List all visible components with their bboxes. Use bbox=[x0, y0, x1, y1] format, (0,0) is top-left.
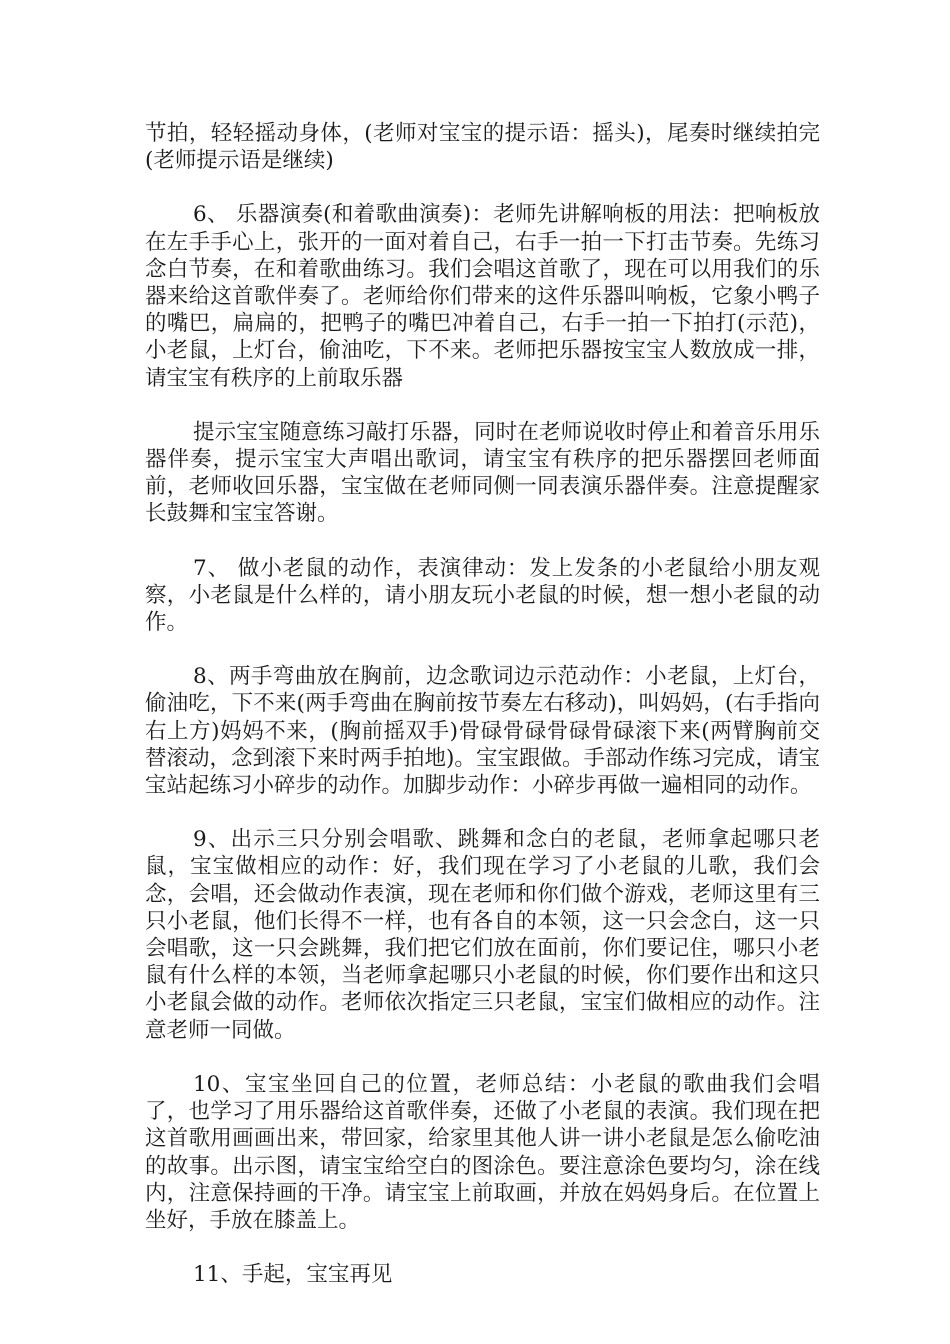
paragraph-step-10: 10、宝宝坐回自己的位置，老师总结：小老鼠的歌曲我们会唱了，也学习了用乐器给这首歌伴奏，还做了小老鼠的表演。我们现在把这首歌用画画出来，带回家，给家里其他人讲一讲小老鼠是怎么偷吃油的故事。出示图，请宝宝给空白的图涂色。要注意涂色要均匀，涂在线内，注意保持画的干净。请宝宝上前取画，并放在妈妈身后。在位置上坐好，手放在膝盖上。 bbox=[145, 1071, 820, 1233]
paragraph-step-9: 9、出示三只分别会唱歌、跳舞和念白的老鼠，老师拿起哪只老鼠，宝宝做相应的动作：好，我们现在学习了小老鼠的儿歌，我们会念，会唱，还会做动作表演，现在老师和你们做个游戏，老师这里有三只小老鼠，他们长得不一样，也有各自的本领，这一只会念白，这一只会唱歌，这一只会跳舞，我们把它们放在面前，你们要记住，哪只小老鼠有什么样的本领，当老师拿起哪只小老鼠的时候，你们要作出和这只小老鼠会做的动作。老师依次指定三只老鼠，宝宝们做相应的动作。注意老师一同做。 bbox=[145, 827, 820, 1043]
paragraph-step-6: 6、 乐器演奏(和着歌曲演奏)：老师先讲解响板的用法：把响板放在左手手心上，张开的一面对着自己，右手一拍一下打击节奏。先练习念白节奏，在和着歌曲练习。我们会唱这首歌了，现在可以用我们的乐器来给这首歌伴奏了。老师给你们带来的这件乐器叫响板，它象小鸭子的嘴巴，扁扁的，把鸭子的嘴巴冲着自己，右手一拍一下拍打(示范)，小老鼠，上灯台，偷油吃，下不来。老师把乐器按宝宝人数放成一排，请宝宝有秩序的上前取乐器 bbox=[145, 202, 820, 391]
paragraph-step-8: 8、两手弯曲放在胸前，边念歌词边示范动作：小老鼠，上灯台，偷油吃，下不来(两手弯曲在胸前按节奏左右移动)，叫妈妈，(右手指向右上方)妈妈不来，(胸前摇双手)骨碌骨碌骨碌骨碌滚下来(两臂胸前交替滚动，念到滚下来时两手拍地)。宝宝跟做。手部动作练习完成，请宝宝站起练习小碎步的动作。加脚步动作：小碎步再做一遍相同的动作。 bbox=[145, 664, 820, 799]
paragraph-step-11: 11、手起，宝宝再见 bbox=[193, 1262, 393, 1288]
paragraph-step-6-hint: 提示宝宝随意练习敲打乐器，同时在老师说收时停止和着音乐用乐器伴奏，提示宝宝大声唱出歌词，请宝宝有秩序的把乐器摆回老师面前，老师收回乐器，宝宝做在老师同侧一同表演乐器伴奏。注意提醒家长鼓舞和宝宝答谢。 bbox=[145, 419, 820, 527]
document-body bbox=[145, 120, 820, 1315]
paragraph-step-7: 7、 做小老鼠的动作，表演律动：发上发条的小老鼠给小朋友观察，小老鼠是什么样的，请小朋友玩小老鼠的时候，想一想小老鼠的动作。 bbox=[145, 555, 820, 636]
paragraph-continuation: 节拍，轻轻摇动身体，(老师对宝宝的提示语：摇头)，尾奏时继续拍完(老师提示语是继续) bbox=[145, 121, 820, 174]
